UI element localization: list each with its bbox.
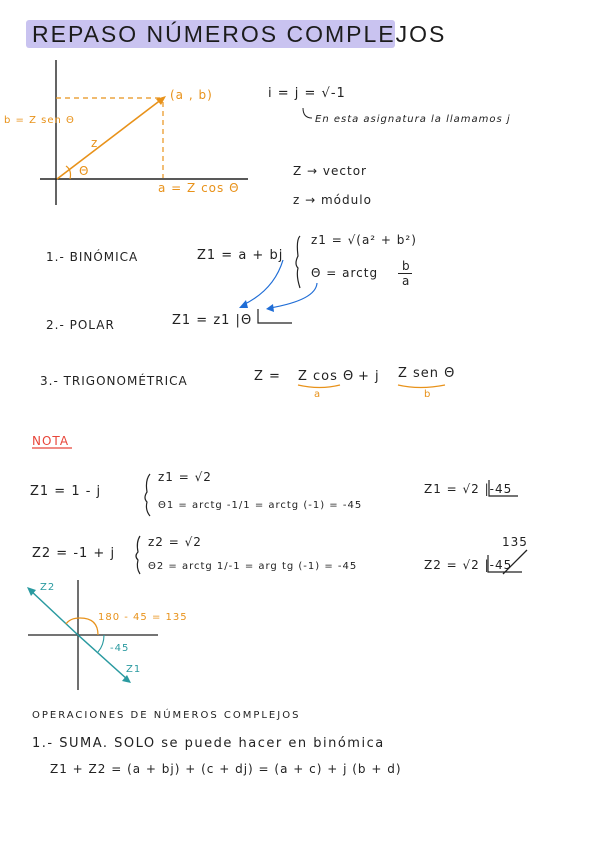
vector-line: Z → vector (293, 164, 367, 178)
angle-135-label: 180 - 45 = 135 (98, 612, 188, 623)
z2-brace (136, 536, 140, 574)
modulo-line: z → módulo (293, 193, 372, 207)
z2-corrected-angle: 135 (502, 535, 528, 549)
y-projection-label: b = Z sen Θ (4, 115, 75, 126)
suma-line: 1.- SUMA. SOLO se puede hacer en binómica (32, 736, 385, 751)
z1-polar: Z1 = √2 |-45 (424, 482, 513, 496)
z1-expr: Z1 = 1 - j (30, 484, 102, 499)
i-definition: i = j = √-1 (268, 86, 346, 101)
z1-brace (145, 474, 150, 516)
graph2-z1-label: Z1 (126, 664, 142, 675)
polar-label: 2.- POLAR (46, 318, 115, 332)
ops-heading: OPERACIONES DE NÚMEROS COMPLEJOS (32, 710, 301, 721)
binomica-label: 1.- BINÓMICA (46, 250, 139, 264)
trig-b-note: b (424, 389, 432, 400)
binomica-brace (296, 236, 300, 288)
x-projection-label: a = Z cos Θ (158, 181, 240, 195)
angle-arc-neg45 (98, 635, 104, 652)
vector-z (57, 99, 162, 179)
theta-label: Θ (79, 164, 90, 178)
z2-polar: Z2 = √2 |-45 (424, 558, 513, 572)
graph2-z2-label: Z2 (40, 582, 56, 593)
trig-a-note: a (314, 389, 322, 400)
z1-modulus: z1 = √2 (158, 470, 212, 484)
i-note: En esta asignatura la llamamos j (315, 114, 511, 125)
theta-denominator: a (402, 274, 411, 288)
trig-expr-a: Z cos Θ (298, 369, 355, 384)
suma-expr: Z1 + Z2 = (a + bj) + (c + dj) = (a + c) + j (b + d) (50, 762, 402, 776)
z2-theta: Θ2 = arctg 1/-1 = arg tg (-1) = -45 (148, 561, 358, 572)
underline-b (398, 385, 445, 388)
arrow-theta-head (266, 304, 274, 312)
angle-neg45-label: -45 (110, 643, 130, 654)
trig-expr-mid: + j (358, 369, 380, 384)
vector-arrowhead (156, 96, 166, 105)
polar-angle-bracket (258, 309, 292, 323)
trig-label: 3.- TRIGONOMÉTRICA (40, 374, 188, 388)
z-vector-label: z (91, 136, 99, 150)
angle-arc-135 (66, 618, 98, 635)
z1-theta: Θ1 = arctg -1/1 = arctg (-1) = -45 (158, 500, 363, 511)
z2-modulus: z2 = √2 (148, 535, 202, 549)
arrow-theta-to-polar (270, 283, 317, 308)
page-title: REPASO NÚMEROS COMPLEJOS (32, 21, 447, 47)
vector-z2 (30, 590, 78, 635)
theta-expr: Θ = arctg (311, 266, 379, 280)
binomica-expr: Z1 = a + bj (197, 248, 284, 263)
theta-numerator: b (402, 259, 411, 273)
note-hook (303, 108, 312, 118)
arrow-module-to-polar (243, 260, 283, 305)
underline-a (298, 385, 340, 388)
trig-expr-left: Z = (254, 369, 281, 384)
point-ab-label: (a , b) (170, 88, 213, 102)
arrow-module-head (239, 300, 248, 308)
modulus-expr: z1 = √(a² + b²) (311, 233, 417, 247)
nota-heading: NOTA (32, 434, 70, 448)
polar-expr: Z1 = z1 |Θ (172, 313, 253, 328)
trig-expr-b: Z sen Θ (398, 366, 456, 381)
z2-expr: Z2 = -1 + j (32, 546, 116, 561)
